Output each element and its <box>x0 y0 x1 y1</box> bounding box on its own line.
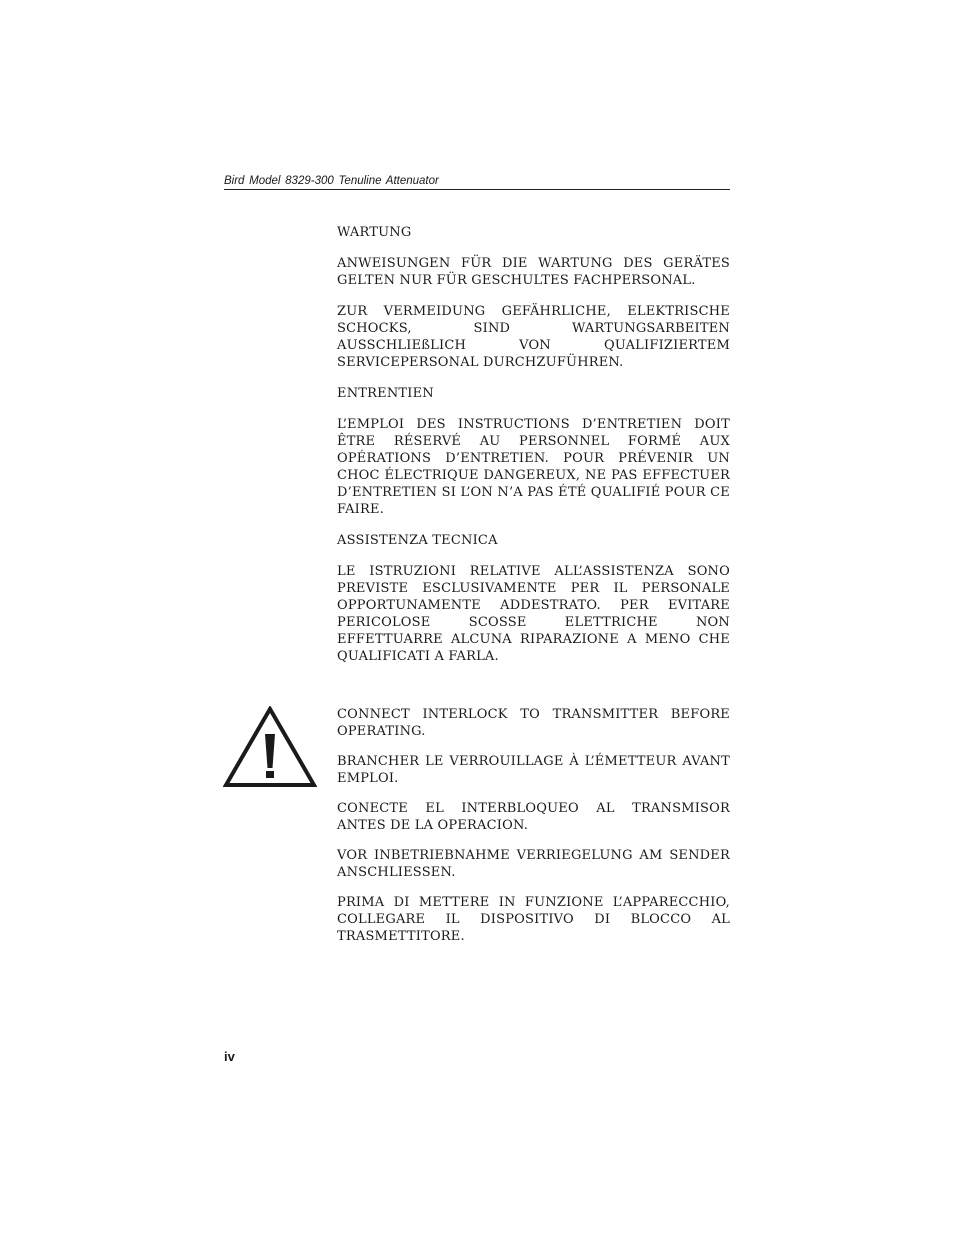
warning-german: VOR INBETRIEBNAHME VERRIEGELUNG AM SENDER ANSCHLIESSEN. <box>337 848 730 880</box>
interlock-warning <box>337 706 730 958</box>
warning-french: BRANCHER LE VERROUILLAGE À L’ÉMETTEUR AVANT EMPLOI. <box>337 754 730 786</box>
heading-wartung: WARTUNG <box>337 225 412 240</box>
heading-entretien: ENTRENTIEN <box>337 386 434 401</box>
paragraph-assistenza: LE ISTRUZIONI RELATIVE ALL’ASSISTENZA SONO PREVISTE ESCLUSIVAMENTE PER IL PERSONALE OPPORTUNAMENTE ADDESTRATO. PER EVITARE PERICOLOSE SCOSSE ELETTRICHE NON EFFETTUARRE ALCUNA RIPARAZIONE A MENO CHE QUALIFICATI A FARLA. <box>337 564 730 664</box>
paragraph-entretien: L’EMPLOI DES INSTRUCTIONS D’ENTRETIEN DOIT ÊTRE RÉSERVÉ AU PERSONNEL FORMÉ AUX OPÉRATIONS D’ENTRETIEN. POUR PRÉVENIR UN CHOC ÉLECTRIQUE DANGEREUX, NE PAS EFFECTUER D’ENTRETIEN SI L’ON N’A PAS ÉTÉ QUALIFIÉ POUR CE FAIRE. <box>337 417 730 517</box>
warning-english: CONNECT INTERLOCK TO TRANSMITTER BEFORE OPERATING. <box>337 707 730 739</box>
heading-assistenza: ASSISTENZA TECNICA <box>337 533 498 548</box>
warning-triangle-icon <box>223 706 317 788</box>
running-header: Bird Model 8329-300 Tenuline Attenuator <box>224 174 730 190</box>
page-number: iv <box>224 1049 235 1064</box>
paragraph-wartung-1: ANWEISUNGEN FÜR DIE WARTUNG DES GERÄTES GELTEN NUR FÜR GESCHULTES FACHPERSONAL. <box>337 256 730 288</box>
warning-spanish: CONECTE EL INTERBLOQUEO AL TRANSMISOR ANTES DE LA OPERACION. <box>337 801 730 833</box>
warning-italian: PRIMA DI METTERE IN FUNZIONE L’APPARECCHIO, COLLEGARE IL DISPOSITIVO DI BLOCCO AL TRASMETTITORE. <box>337 895 730 944</box>
maintenance-notices <box>337 224 730 679</box>
paragraph-wartung-2: ZUR VERMEIDUNG GEFÄHRLICHE, ELEKTRISCHE SCHOCKS, SIND WARTUNGSARBEITEN AUSSCHLIEßLICH VON QUALIFIZIERTEM SERVICEPERSONAL DURCHZUFÜHREN. <box>337 304 730 370</box>
